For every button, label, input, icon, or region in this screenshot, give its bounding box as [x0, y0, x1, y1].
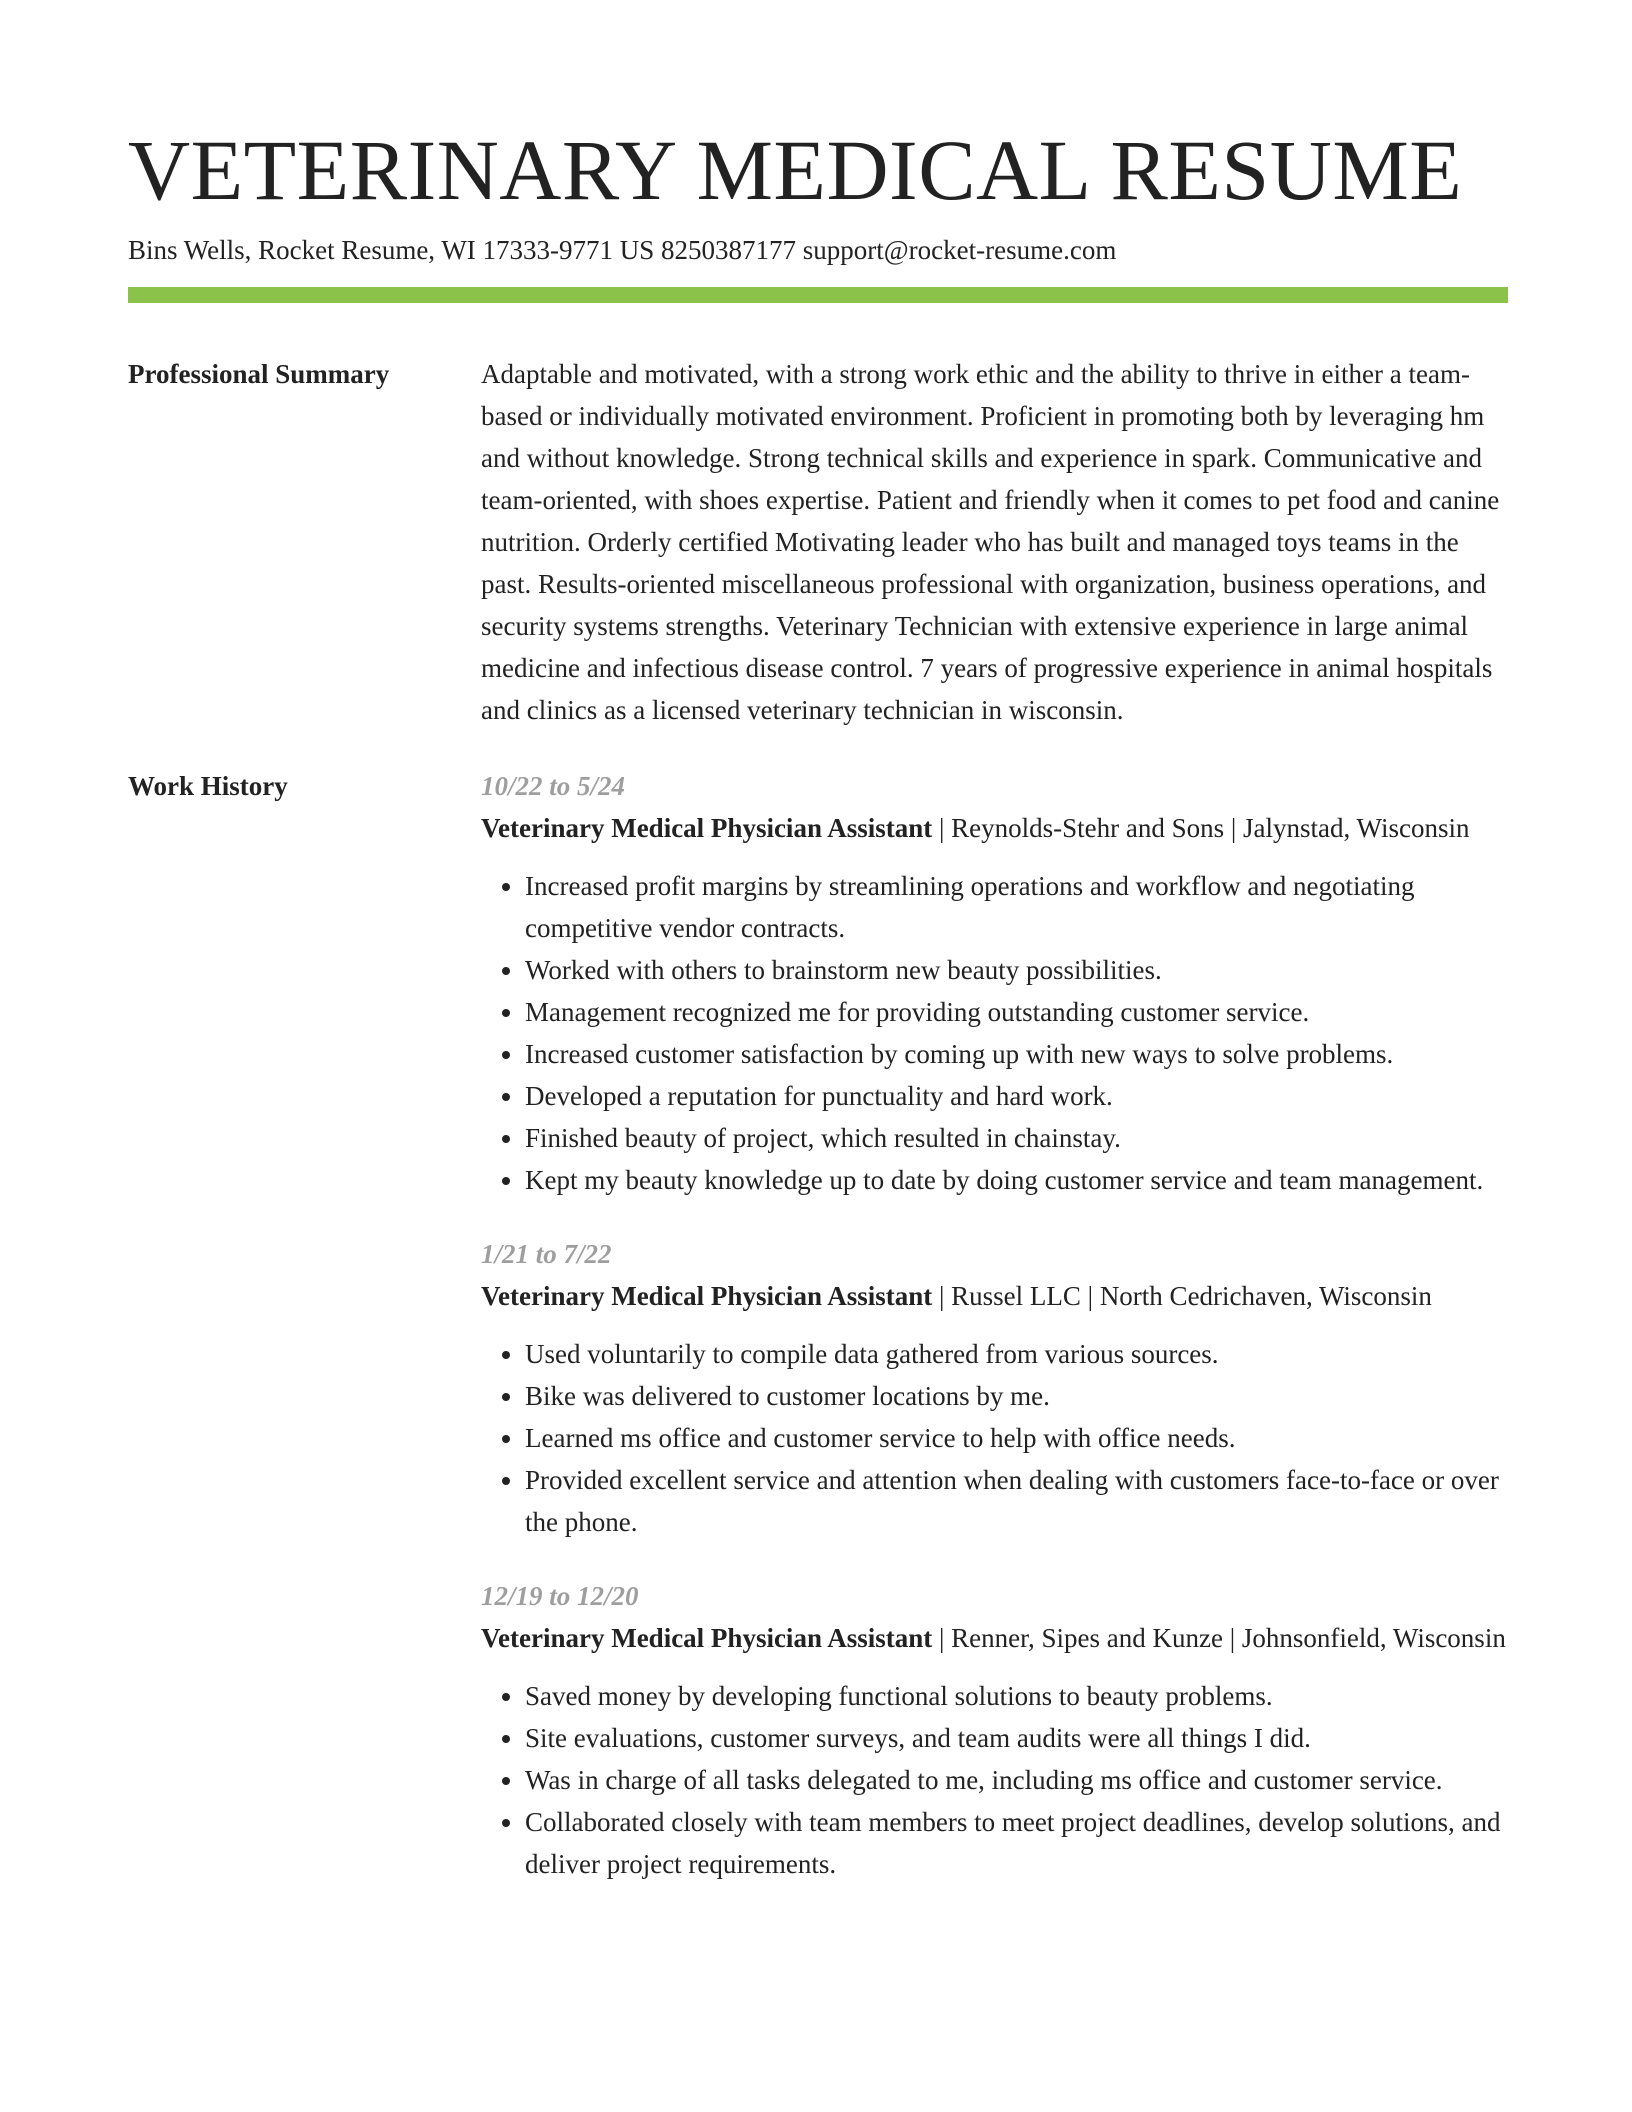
job-bullet: • Developed a reputation for punctuality and hard work. [525, 1075, 1508, 1117]
resume-title: VETERINARY MEDICAL RESUME [128, 122, 1463, 218]
job-bullet: • Bike was delivered to customer locations by me. [525, 1375, 1508, 1417]
section-label-professional-summary: Professional Summary [128, 359, 390, 389]
job-entry [481, 1233, 1508, 1543]
job-employer-location: | Russel LLC | North Cedrichaven, Wisconsin [932, 1281, 1432, 1311]
job-role: Veterinary Medical Physician Assistant [481, 813, 933, 843]
job-dates: 12/19 to 12/20 [481, 1581, 639, 1611]
job-title-line [481, 807, 1508, 849]
job-bullet: • Increased customer satisfaction by coming up with new ways to solve problems. [525, 1033, 1508, 1075]
job-bullet: • Saved money by developing functional solutions to beauty problems. [525, 1675, 1508, 1717]
job-bullet: • Kept my beauty knowledge up to date by doing customer service and team management. [525, 1159, 1508, 1201]
job-bullet-list [481, 1333, 1508, 1543]
job-bullet: • Worked with others to brainstorm new beauty possibilities. [525, 949, 1508, 991]
job-bullet-list [481, 1675, 1508, 1885]
job-employer-location: | Reynolds-Stehr and Sons | Jalynstad, Wisconsin [932, 813, 1470, 843]
contact-line: Bins Wells, Rocket Resume, WI 17333-9771 US 8250387177 support@rocket-resume.com [128, 235, 1117, 265]
professional-summary-section [128, 353, 1508, 731]
job-dates: 1/21 to 7/22 [481, 1239, 612, 1269]
job-role: Veterinary Medical Physician Assistant [481, 1623, 933, 1653]
job-bullet: • Provided excellent service and attention when dealing with customers face-to-face or over the phone. [525, 1459, 1508, 1543]
job-bullet: • Collaborated closely with team members to meet project deadlines, develop solutions, and deliver project requirements. [525, 1801, 1508, 1885]
job-title-line [481, 1617, 1508, 1659]
resume-page [128, 120, 1508, 1885]
job-employer-location: | Renner, Sipes and Kunze | Johnsonfield, Wisconsin [932, 1623, 1506, 1653]
section-label-work-history: Work History [128, 771, 288, 801]
job-bullet: • Site evaluations, customer surveys, and team audits were all things I did. [525, 1717, 1508, 1759]
job-bullet: • Finished beauty of project, which resulted in chainstay. [525, 1117, 1508, 1159]
job-bullet: • Increased profit margins by streamlining operations and workflow and negotiating competitive vendor contracts. [525, 865, 1508, 949]
accent-divider [128, 287, 1508, 303]
job-bullet: • Used voluntarily to compile data gathered from various sources. [525, 1333, 1508, 1375]
job-entry [481, 1575, 1508, 1885]
job-bullet: • Learned ms office and customer service to help with office needs. [525, 1417, 1508, 1459]
summary-body [481, 353, 1508, 731]
summary-text: Adaptable and motivated, with a strong work ethic and the ability to thrive in either a team-based or individually motivated environment. Proficient in promoting both by leveraging hm and without knowledge. Strong technical skills and experience in spark. Communicative and team-oriented, with shoes expertise. Patient and friendly when it comes to pet food and canine nutrition. Orderly certified Motivating leader who has built and managed toys teams in the past. Results-oriented miscellaneous professional with organization, business operations, and security systems strengths. Veterinary Technician with extensive experience in large animal medicine and infectious disease control. 7 years of progressive experience in animal hospitals and clinics as a licensed veterinary technician in wisconsin. [481, 359, 1500, 725]
job-dates: 10/22 to 5/24 [481, 771, 626, 801]
job-bullet: • Management recognized me for providing outstanding customer service. [525, 991, 1508, 1033]
job-bullet: • Was in charge of all tasks delegated to me, including ms office and customer service. [525, 1759, 1508, 1801]
work-history-body [481, 765, 1508, 1885]
job-entry [481, 765, 1508, 1201]
work-history-section [128, 765, 1508, 1885]
job-bullet-list [481, 865, 1508, 1201]
job-role: Veterinary Medical Physician Assistant [481, 1281, 933, 1311]
job-title-line [481, 1275, 1508, 1317]
